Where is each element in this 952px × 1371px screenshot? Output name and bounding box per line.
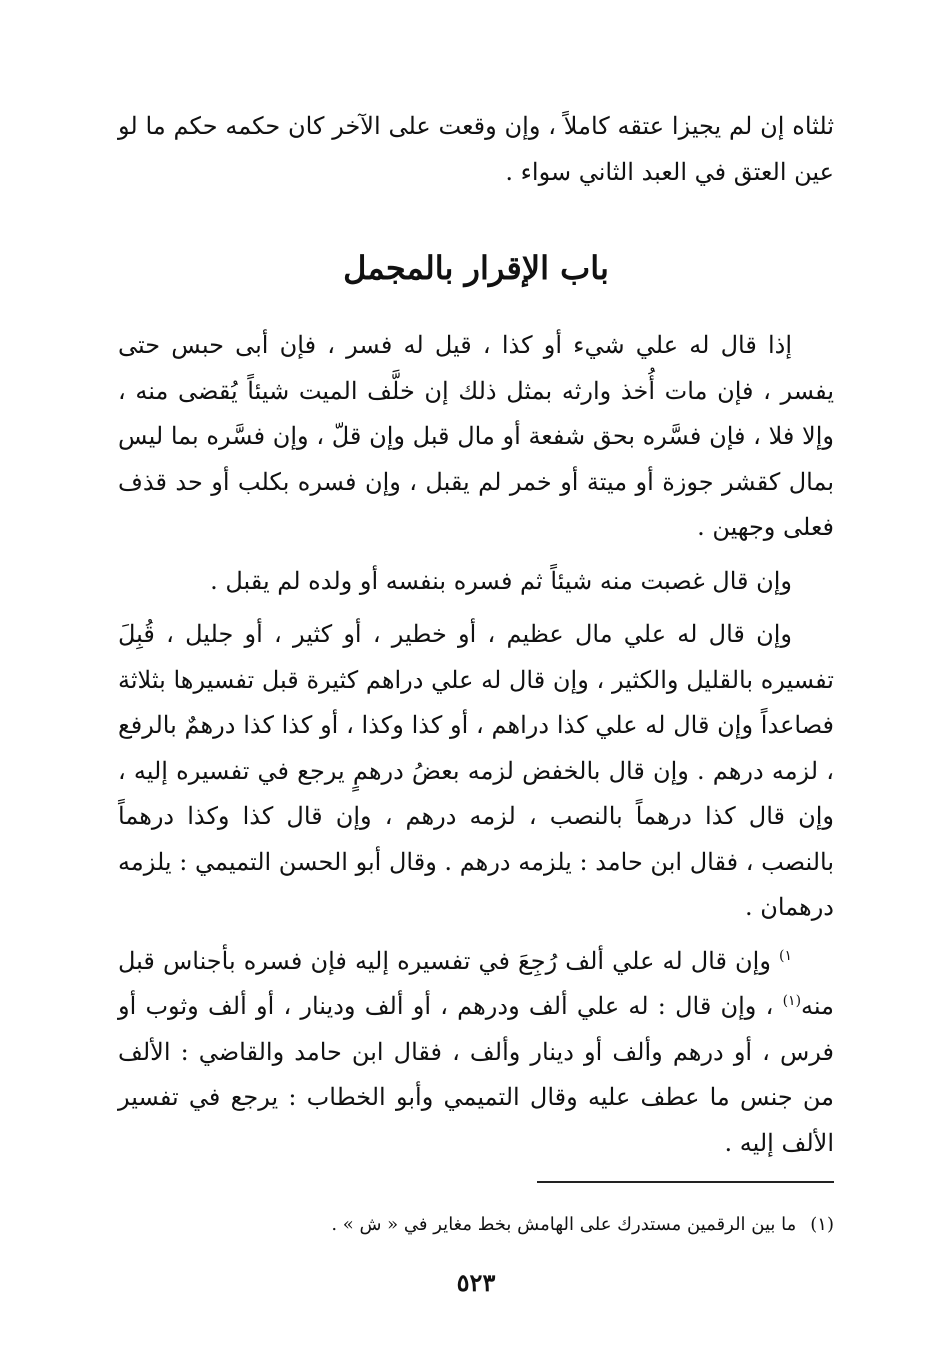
paragraph-4-start: وإن قال له علي ألف رُجِعَ في تفسيره إليه فإن فسره بأجناس قبل منه (118, 946, 834, 1020)
footnote-text: ما بين الرقمين مستدرك على الهامش بخط مغاير في « ش » . (331, 1214, 797, 1235)
page-number: ٥٢٣ (456, 1268, 496, 1297)
paragraph-1: إذا قال له علي شيء أو كذا ، قيل له فسر ، فإن أبى حبس حتى يفسر ، فإن مات أُخذ وارثه بمثل ذلك إن خلَّف الميت شيئاً يُقضى منه ، وإلا فلا ، فإن فسَّره بحق شفعة أو مال قبل وإن قلّ ، وإن فسَّره بما ليس بمال كقشر جوزة أو ميتة أو خمر لم يقبل ، وإن فسره بكلب أو حد قذف فعلى وجهين . (118, 331, 834, 541)
page-body (118, 104, 834, 1166)
footnote-range-marker: ١) (779, 947, 792, 964)
footnote-divider (537, 1181, 834, 1183)
intro-paragraph: ثلثاه إن لم يجيزا عتقه كاملاً ، وإن وقعت على الآخر كان حكمه حكم ما لو عين العتق في العبد الثاني سواء . (118, 112, 835, 186)
footnote-number: (١) (810, 1214, 834, 1235)
footnote-reference[interactable]: (١) (782, 993, 802, 1009)
chapter-title: باب الإقرار بالمجمل (343, 249, 609, 287)
paragraph-2: وإن قال غصبت منه شيئاً ثم فسره بنفسه أو ولده لم يقبل . (210, 566, 792, 595)
paragraph-4 (118, 939, 834, 1167)
footnote (118, 1210, 834, 1240)
paragraph-4-end: ، وإن قال : له علي ألف ودرهم ، أو ألف ودينار ، أو ألف وثوب أو فرس ، أو درهم وألف أو دينار وألف ، فقال ابن حامد والقاضي : الألف من جنس ما عطف عليه وقال التميمي وأبو الخطاب : يرجع في تفسير الألف إليه . (118, 992, 834, 1157)
paragraph-3: وإن قال له علي مال عظيم ، أو خطير ، أو كثير ، أو جليل ، قُبِلَ تفسيره بالقليل والكثير ، وإن قال له علي دراهم كثيرة قبل تفسيرها بثلاثة فصاعداً وإن قال له علي كذا دراهم ، أو كذا وكذا ، أو كذا كذا درهمٌ بالرفع ، لزمه درهم . وإن قال بالخفض لزمه بعضُ درهمٍ يرجع في تفسيره إليه ، وإن قال كذا درهماً بالنصب ، لزمه درهم ، وإن قال كذا وكذا درهماً بالنصب ، فقال ابن حامد : يلزمه درهم . وقال أبو الحسن التميمي : يلزمه درهمان . (118, 620, 834, 921)
